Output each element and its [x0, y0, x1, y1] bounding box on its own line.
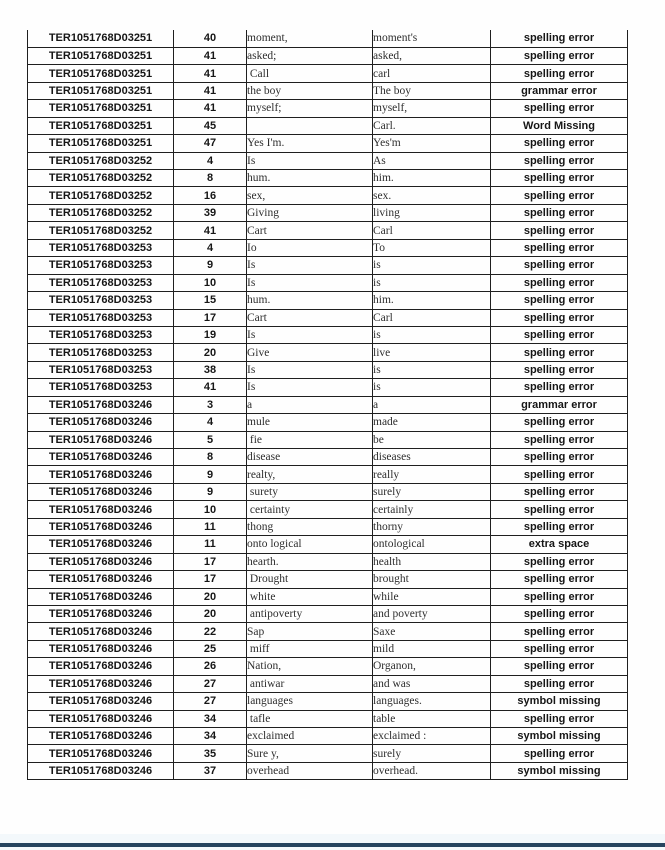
cell-transcript-id: TER1051768D03246 [28, 762, 174, 779]
table-row [28, 65, 628, 82]
table-row [28, 379, 628, 396]
cell-transcript-id: TER1051768D03246 [28, 571, 174, 588]
cell-error-type: spelling error [491, 274, 628, 291]
cell-corrected-text: To [373, 239, 491, 256]
cell-transcript-id: TER1051768D03251 [28, 135, 174, 152]
cell-error-text: mule [247, 414, 373, 431]
cell-corrected-text: ontological [373, 536, 491, 553]
cell-error-type: spelling error [491, 675, 628, 692]
cell-error-text: sex, [247, 187, 373, 204]
cell-error-text: Is [247, 274, 373, 291]
cell-error-type: spelling error [491, 745, 628, 762]
cell-corrected-text: live [373, 344, 491, 361]
table-row [28, 728, 628, 745]
cell-error-type: spelling error [491, 204, 628, 221]
cell-error-text: fie [247, 431, 373, 448]
cell-error-text: overhead [247, 762, 373, 779]
cell-line-number: 41 [174, 82, 247, 99]
table-row [28, 204, 628, 221]
cell-error-text: surety [247, 483, 373, 500]
cell-error-type: spelling error [491, 170, 628, 187]
table-row [28, 47, 628, 64]
cell-transcript-id: TER1051768D03252 [28, 204, 174, 221]
cell-error-type: grammar error [491, 396, 628, 413]
cell-transcript-id: TER1051768D03246 [28, 501, 174, 518]
table-row [28, 222, 628, 239]
cell-corrected-text: living [373, 204, 491, 221]
cell-transcript-id: TER1051768D03251 [28, 117, 174, 134]
cell-corrected-text: asked, [373, 47, 491, 64]
cell-line-number: 5 [174, 431, 247, 448]
cell-corrected-text: exclaimed : [373, 728, 491, 745]
cell-line-number: 19 [174, 326, 247, 343]
cell-transcript-id: TER1051768D03246 [28, 588, 174, 605]
cell-line-number: 40 [174, 30, 247, 47]
cell-corrected-text: Carl [373, 222, 491, 239]
cell-error-text: miff [247, 640, 373, 657]
cell-error-type: spelling error [491, 571, 628, 588]
cell-error-text: thong [247, 518, 373, 535]
cell-corrected-text: As [373, 152, 491, 169]
table-row [28, 466, 628, 483]
cell-transcript-id: TER1051768D03246 [28, 640, 174, 657]
cell-error-type: symbol missing [491, 728, 628, 745]
cell-transcript-id: TER1051768D03246 [28, 605, 174, 622]
table-row [28, 483, 628, 500]
cell-corrected-text: overhead. [373, 762, 491, 779]
cell-error-type: spelling error [491, 222, 628, 239]
footer-tint-strip [0, 834, 665, 843]
cell-error-text: asked; [247, 47, 373, 64]
cell-line-number: 26 [174, 658, 247, 675]
cell-corrected-text: brought [373, 571, 491, 588]
cell-corrected-text: him. [373, 292, 491, 309]
cell-error-type: grammar error [491, 82, 628, 99]
cell-corrected-text: is [373, 361, 491, 378]
cell-corrected-text: surely [373, 745, 491, 762]
cell-line-number: 38 [174, 361, 247, 378]
cell-transcript-id: TER1051768D03246 [28, 728, 174, 745]
cell-error-type: spelling error [491, 466, 628, 483]
cell-line-number: 27 [174, 675, 247, 692]
cell-error-text: onto logical [247, 536, 373, 553]
cell-transcript-id: TER1051768D03246 [28, 675, 174, 692]
cell-error-text: Cart [247, 309, 373, 326]
cell-line-number: 4 [174, 414, 247, 431]
cell-error-text: Cart [247, 222, 373, 239]
cell-transcript-id: TER1051768D03246 [28, 536, 174, 553]
cell-error-type: spelling error [491, 518, 628, 535]
table-row [28, 745, 628, 762]
cell-error-text: Is [247, 326, 373, 343]
cell-transcript-id: TER1051768D03246 [28, 414, 174, 431]
cell-line-number: 17 [174, 553, 247, 570]
cell-corrected-text: mild [373, 640, 491, 657]
cell-line-number: 39 [174, 204, 247, 221]
cell-error-text: Yes I'm. [247, 135, 373, 152]
cell-error-type: symbol missing [491, 693, 628, 710]
cell-corrected-text: really [373, 466, 491, 483]
cell-transcript-id: TER1051768D03252 [28, 222, 174, 239]
cell-corrected-text: sex. [373, 187, 491, 204]
cell-transcript-id: TER1051768D03253 [28, 309, 174, 326]
table-row [28, 82, 628, 99]
cell-corrected-text: certainly [373, 501, 491, 518]
cell-error-type: spelling error [491, 710, 628, 727]
cell-error-type: spelling error [491, 605, 628, 622]
cell-line-number: 17 [174, 571, 247, 588]
cell-transcript-id: TER1051768D03253 [28, 344, 174, 361]
table-row [28, 187, 628, 204]
cell-corrected-text: health [373, 553, 491, 570]
cell-error-text [247, 117, 373, 134]
cell-transcript-id: TER1051768D03246 [28, 623, 174, 640]
cell-line-number: 20 [174, 605, 247, 622]
table-row [28, 571, 628, 588]
table-row [28, 152, 628, 169]
cell-corrected-text: is [373, 326, 491, 343]
cell-line-number: 10 [174, 501, 247, 518]
cell-line-number: 17 [174, 309, 247, 326]
cell-error-type: spelling error [491, 30, 628, 47]
cell-corrected-text: and was [373, 675, 491, 692]
cell-transcript-id: TER1051768D03253 [28, 257, 174, 274]
cell-line-number: 4 [174, 239, 247, 256]
cell-corrected-text: The boy [373, 82, 491, 99]
cell-transcript-id: TER1051768D03251 [28, 82, 174, 99]
cell-transcript-id: TER1051768D03246 [28, 396, 174, 413]
cell-error-text: Give [247, 344, 373, 361]
cell-line-number: 20 [174, 588, 247, 605]
cell-line-number: 3 [174, 396, 247, 413]
cell-error-type: spelling error [491, 100, 628, 117]
table-row [28, 762, 628, 779]
cell-corrected-text: Saxe [373, 623, 491, 640]
cell-transcript-id: TER1051768D03246 [28, 710, 174, 727]
table-row [28, 292, 628, 309]
table-row [28, 274, 628, 291]
cell-line-number: 22 [174, 623, 247, 640]
cell-corrected-text: be [373, 431, 491, 448]
cell-error-type: spelling error [491, 344, 628, 361]
table-row [28, 326, 628, 343]
cell-transcript-id: TER1051768D03246 [28, 658, 174, 675]
cell-corrected-text: table [373, 710, 491, 727]
table-row [28, 100, 628, 117]
cell-line-number: 4 [174, 152, 247, 169]
cell-transcript-id: TER1051768D03246 [28, 553, 174, 570]
cell-line-number: 41 [174, 379, 247, 396]
cell-transcript-id: TER1051768D03253 [28, 326, 174, 343]
cell-error-type: spelling error [491, 187, 628, 204]
cell-transcript-id: TER1051768D03246 [28, 431, 174, 448]
cell-error-text: antiwar [247, 675, 373, 692]
cell-error-text: Is [247, 152, 373, 169]
cell-transcript-id: TER1051768D03253 [28, 239, 174, 256]
footer-below-strip [0, 847, 665, 850]
cell-error-text: Is [247, 257, 373, 274]
table-row [28, 501, 628, 518]
transcription-error-table [27, 30, 628, 780]
table-row [28, 449, 628, 466]
cell-corrected-text: is [373, 257, 491, 274]
cell-error-text: Drought [247, 571, 373, 588]
cell-error-text: disease [247, 449, 373, 466]
cell-line-number: 25 [174, 640, 247, 657]
cell-error-type: spelling error [491, 414, 628, 431]
cell-error-type: spelling error [491, 483, 628, 500]
cell-transcript-id: TER1051768D03246 [28, 483, 174, 500]
cell-error-text: hum. [247, 292, 373, 309]
cell-error-text: hearth. [247, 553, 373, 570]
cell-line-number: 15 [174, 292, 247, 309]
cell-corrected-text: made [373, 414, 491, 431]
cell-error-text: a [247, 396, 373, 413]
table-row [28, 623, 628, 640]
cell-error-type: spelling error [491, 65, 628, 82]
cell-error-text: the boy [247, 82, 373, 99]
cell-line-number: 27 [174, 693, 247, 710]
cell-transcript-id: TER1051768D03246 [28, 693, 174, 710]
cell-error-text: Sap [247, 623, 373, 640]
cell-corrected-text: thorny [373, 518, 491, 535]
cell-error-text: Io [247, 239, 373, 256]
cell-corrected-text: Organon, [373, 658, 491, 675]
cell-line-number: 11 [174, 536, 247, 553]
table-row [28, 518, 628, 535]
cell-corrected-text: Carl [373, 309, 491, 326]
cell-corrected-text: myself, [373, 100, 491, 117]
cell-corrected-text: is [373, 379, 491, 396]
cell-error-text: exclaimed [247, 728, 373, 745]
cell-error-text: languages [247, 693, 373, 710]
cell-transcript-id: TER1051768D03252 [28, 152, 174, 169]
cell-corrected-text: Yes'm [373, 135, 491, 152]
table-row [28, 257, 628, 274]
cell-error-text: Is [247, 361, 373, 378]
cell-line-number: 35 [174, 745, 247, 762]
table-row [28, 553, 628, 570]
cell-transcript-id: TER1051768D03246 [28, 745, 174, 762]
cell-line-number: 41 [174, 100, 247, 117]
cell-line-number: 34 [174, 728, 247, 745]
table-row [28, 640, 628, 657]
cell-error-type: spelling error [491, 292, 628, 309]
cell-line-number: 11 [174, 518, 247, 535]
cell-error-type: spelling error [491, 553, 628, 570]
cell-corrected-text: him. [373, 170, 491, 187]
table-row [28, 170, 628, 187]
cell-line-number: 41 [174, 222, 247, 239]
cell-line-number: 34 [174, 710, 247, 727]
table-row [28, 431, 628, 448]
cell-line-number: 41 [174, 65, 247, 82]
cell-error-type: spelling error [491, 623, 628, 640]
cell-transcript-id: TER1051768D03246 [28, 466, 174, 483]
cell-transcript-id: TER1051768D03246 [28, 449, 174, 466]
cell-transcript-id: TER1051768D03251 [28, 100, 174, 117]
cell-transcript-id: TER1051768D03252 [28, 170, 174, 187]
cell-error-type: spelling error [491, 257, 628, 274]
cell-error-text: white [247, 588, 373, 605]
table-row [28, 309, 628, 326]
cell-corrected-text: Carl. [373, 117, 491, 134]
cell-transcript-id: TER1051768D03251 [28, 47, 174, 64]
table-row [28, 710, 628, 727]
table-row [28, 693, 628, 710]
cell-transcript-id: TER1051768D03253 [28, 274, 174, 291]
table-row [28, 414, 628, 431]
cell-error-type: spelling error [491, 588, 628, 605]
cell-line-number: 16 [174, 187, 247, 204]
cell-error-type: spelling error [491, 431, 628, 448]
cell-transcript-id: TER1051768D03251 [28, 30, 174, 47]
cell-corrected-text: diseases [373, 449, 491, 466]
table-row [28, 605, 628, 622]
cell-error-text: hum. [247, 170, 373, 187]
cell-error-text: Is [247, 379, 373, 396]
cell-line-number: 47 [174, 135, 247, 152]
cell-transcript-id: TER1051768D03252 [28, 187, 174, 204]
cell-error-type: extra space [491, 536, 628, 553]
cell-error-type: spelling error [491, 658, 628, 675]
cell-error-text: realty, [247, 466, 373, 483]
cell-line-number: 10 [174, 274, 247, 291]
cell-error-text: Nation, [247, 658, 373, 675]
cell-error-type: spelling error [491, 135, 628, 152]
cell-error-type: spelling error [491, 449, 628, 466]
cell-error-type: spelling error [491, 309, 628, 326]
cell-corrected-text: is [373, 274, 491, 291]
table-body [28, 30, 628, 780]
cell-line-number: 8 [174, 449, 247, 466]
cell-corrected-text: and poverty [373, 605, 491, 622]
cell-error-type: spelling error [491, 361, 628, 378]
cell-line-number: 9 [174, 466, 247, 483]
table-row [28, 361, 628, 378]
cell-corrected-text: languages. [373, 693, 491, 710]
cell-error-type: spelling error [491, 379, 628, 396]
cell-error-text: Giving [247, 204, 373, 221]
cell-error-type: symbol missing [491, 762, 628, 779]
cell-corrected-text: a [373, 396, 491, 413]
cell-error-type: spelling error [491, 152, 628, 169]
cell-line-number: 9 [174, 257, 247, 274]
cell-error-text: Call [247, 65, 373, 82]
table-row [28, 344, 628, 361]
cell-line-number: 41 [174, 47, 247, 64]
cell-transcript-id: TER1051768D03253 [28, 379, 174, 396]
cell-line-number: 9 [174, 483, 247, 500]
cell-error-type: Word Missing [491, 117, 628, 134]
cell-error-text: tafle [247, 710, 373, 727]
cell-line-number: 8 [174, 170, 247, 187]
cell-error-text: moment, [247, 30, 373, 47]
cell-error-text: myself; [247, 100, 373, 117]
table-row [28, 117, 628, 134]
cell-transcript-id: TER1051768D03246 [28, 518, 174, 535]
cell-corrected-text: moment's [373, 30, 491, 47]
table-row [28, 30, 628, 47]
cell-corrected-text: surely [373, 483, 491, 500]
cell-error-text: certainty [247, 501, 373, 518]
table-row [28, 135, 628, 152]
table-row [28, 239, 628, 256]
cell-error-text: Sure y, [247, 745, 373, 762]
cell-error-type: spelling error [491, 326, 628, 343]
cell-corrected-text: carl [373, 65, 491, 82]
cell-line-number: 45 [174, 117, 247, 134]
table-row [28, 658, 628, 675]
table-row [28, 675, 628, 692]
cell-transcript-id: TER1051768D03253 [28, 292, 174, 309]
cell-transcript-id: TER1051768D03253 [28, 361, 174, 378]
table-row [28, 588, 628, 605]
cell-line-number: 20 [174, 344, 247, 361]
table-row [28, 536, 628, 553]
cell-error-type: spelling error [491, 640, 628, 657]
cell-error-type: spelling error [491, 47, 628, 64]
cell-error-type: spelling error [491, 501, 628, 518]
cell-corrected-text: while [373, 588, 491, 605]
table-row [28, 396, 628, 413]
cell-error-text: antipoverty [247, 605, 373, 622]
cell-transcript-id: TER1051768D03251 [28, 65, 174, 82]
cell-error-type: spelling error [491, 239, 628, 256]
cell-line-number: 37 [174, 762, 247, 779]
